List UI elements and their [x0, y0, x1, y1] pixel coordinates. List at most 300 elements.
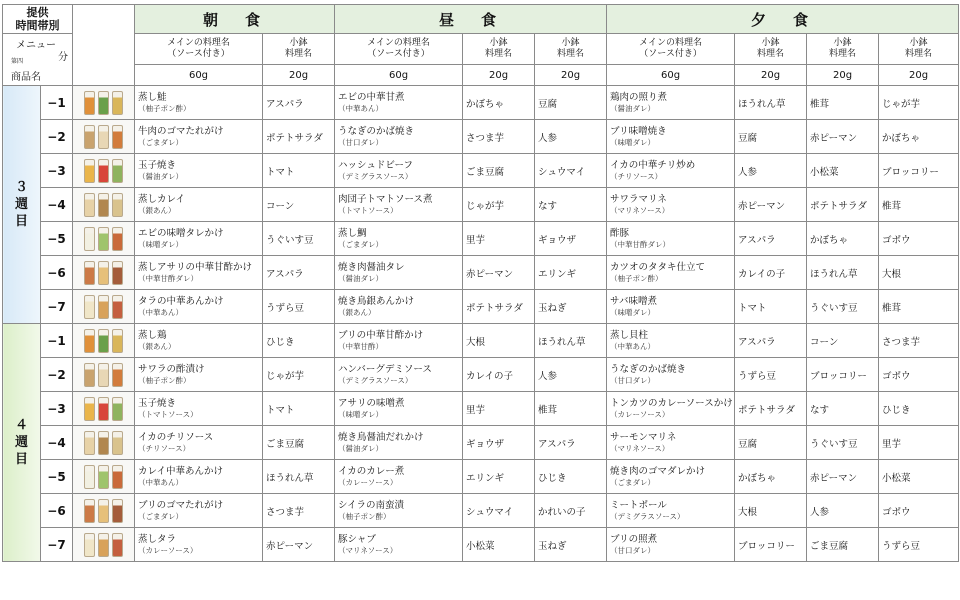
dinner-side-1: トマト	[735, 290, 807, 324]
breakfast-side: ポテトサラダ	[263, 120, 335, 154]
sauce-name: （味噌ダレ）	[610, 307, 656, 317]
product-photo	[73, 426, 135, 460]
lunch-side-1: シュウマイ	[463, 494, 535, 528]
lunch-side-2: アスパラ	[535, 426, 607, 460]
row-number: −6	[41, 256, 73, 290]
product-label: 商品名	[11, 72, 41, 83]
sauce-name: （ごまダレ）	[138, 511, 183, 521]
sauce-name: （ごまダレ）	[610, 477, 656, 487]
breakfast-main	[135, 528, 263, 562]
dish-name: 酢豚	[610, 227, 630, 239]
weight-side: 20g	[879, 65, 959, 86]
menu-product-corner	[3, 34, 73, 86]
dish-name: 蒸し鮭	[138, 91, 167, 103]
sauce-name: （醤油ダレ）	[138, 171, 183, 181]
food-cup-icon	[98, 329, 109, 353]
sauce-name: （柚子ポン酢）	[338, 511, 391, 521]
menu-row	[3, 256, 959, 290]
food-cup-icon	[98, 125, 109, 149]
breakfast-side: コーン	[263, 188, 335, 222]
dish-name: エビの味噌タレかけ	[138, 227, 224, 239]
row-number: −7	[41, 528, 73, 562]
dish-name: ミートボール	[610, 499, 667, 511]
food-cup-icon	[112, 499, 123, 523]
breakfast-side: ひじき	[263, 324, 335, 358]
dish-name: 焼き鳥銀あんかけ	[338, 295, 415, 307]
dish-name: シイラの南蛮漬	[338, 499, 405, 511]
sauce-name: （柚子ポン酢）	[610, 273, 663, 283]
dinner-side-2: うぐいす豆	[807, 290, 879, 324]
dinner-side-3: 小松菜	[879, 460, 959, 494]
sauce-name: （味噌ダレ）	[338, 409, 384, 419]
food-cup-icon	[98, 295, 109, 319]
lunch-side-1: 里芋	[463, 392, 535, 426]
dish-name: ブリ味噌焼き	[610, 125, 667, 137]
dish-name: サバ味噌煮	[610, 295, 657, 307]
dinner-side-2: ほうれん草	[807, 256, 879, 290]
food-cup-icon	[84, 397, 95, 421]
dinner-side-1: 赤ピーマン	[735, 188, 807, 222]
dish-name: 焼き肉のゴマダレかけ	[610, 465, 706, 477]
food-cup-icon	[98, 159, 109, 183]
food-cup-icon	[112, 125, 123, 149]
lunch-side-1: さつま芋	[463, 120, 535, 154]
sauce-name: （ごまダレ）	[138, 137, 183, 147]
dinner-side-1: 大根	[735, 494, 807, 528]
weight-main: 60g	[335, 65, 463, 86]
sauce-name: （柚子ポン酢）	[138, 375, 191, 385]
dinner-side-1: うずら豆	[735, 358, 807, 392]
sauce-name: （甘口ダレ）	[610, 545, 656, 555]
dinner-main	[607, 392, 735, 426]
dish-name: 鶏肉の照り煮	[610, 91, 668, 103]
small-label: 第四	[11, 58, 24, 65]
breakfast-main	[135, 392, 263, 426]
food-cup-icon	[112, 91, 123, 115]
weight-side: 20g	[735, 65, 807, 86]
menu-table	[2, 4, 959, 562]
sauce-name: （甘口ダレ）	[610, 375, 656, 385]
weight-side: 20g	[263, 65, 335, 86]
dinner-side-col-2: 小鉢 料理名	[807, 34, 879, 65]
dinner-side-2: 赤ピーマン	[807, 460, 879, 494]
dish-name: イカのチリソース	[138, 431, 214, 443]
week-label: ３ 週 目	[3, 86, 41, 324]
weight-side: 20g	[463, 65, 535, 86]
breakfast-main	[135, 120, 263, 154]
row-number: −5	[41, 222, 73, 256]
weight-main: 60g	[135, 65, 263, 86]
lunch-side-1: かぼちゃ	[463, 86, 535, 120]
photo-header-cell	[73, 5, 135, 86]
weight-side: 20g	[535, 65, 607, 86]
dish-name: 玉子焼き	[138, 397, 177, 409]
row-number: −4	[41, 188, 73, 222]
dish-name: カレイ中華あんかけ	[138, 465, 224, 477]
dish-name: 蒸しアサリの中華甘酢かけ	[138, 261, 253, 273]
week-label: ４ 週 目	[3, 324, 41, 562]
dish-name: カツオのタタキ仕立て	[610, 261, 706, 273]
dinner-side-2: ブロッコリー	[807, 358, 879, 392]
breakfast-side: さつま芋	[263, 494, 335, 528]
food-cup-icon	[112, 329, 123, 353]
sauce-name: （中華甘酢ダレ）	[610, 239, 671, 249]
row-number: −7	[41, 290, 73, 324]
menu-row	[3, 460, 959, 494]
menu-row	[3, 426, 959, 460]
lunch-side-col-1: 小鉢 料理名	[463, 34, 535, 65]
lunch-main	[335, 188, 463, 222]
breakfast-side: うぐいす豆	[263, 222, 335, 256]
menu-row	[3, 120, 959, 154]
menu-row	[3, 222, 959, 256]
food-cup-icon	[112, 397, 123, 421]
dish-name: 焼き肉醤油タレ	[338, 261, 405, 273]
sauce-name: （マリネソース）	[610, 205, 670, 215]
lunch-main	[335, 358, 463, 392]
lunch-main	[335, 222, 463, 256]
sauce-name: （チリソース）	[138, 443, 191, 453]
sauce-name: （カレーソース）	[610, 409, 670, 419]
lunch-side-2: 玉ねぎ	[535, 290, 607, 324]
dinner-side-2: ポテトサラダ	[807, 188, 879, 222]
food-cup-icon	[98, 465, 109, 489]
menu-row	[3, 358, 959, 392]
row-number: −2	[41, 358, 73, 392]
dish-name: うなぎのかば焼き	[610, 363, 687, 375]
breakfast-main	[135, 256, 263, 290]
breakfast-side: ほうれん草	[263, 460, 335, 494]
sauce-name: （中華甘酢ダレ）	[138, 273, 198, 283]
sauce-name: （醤油ダレ）	[338, 273, 384, 283]
lunch-main	[335, 290, 463, 324]
food-cup-icon	[84, 431, 95, 455]
dinner-main	[607, 154, 735, 188]
dish-name: うなぎのかば焼き	[338, 125, 415, 137]
time-slot-header: 提供 時間帯別	[3, 5, 73, 34]
dinner-side-2: 赤ピーマン	[807, 120, 879, 154]
menu-row	[3, 392, 959, 426]
dinner-main	[607, 358, 735, 392]
lunch-side-col-2: 小鉢 料理名	[535, 34, 607, 65]
weight-main: 60g	[607, 65, 735, 86]
dinner-side-2: うぐいす豆	[807, 426, 879, 460]
lunch-side-2: エリンギ	[535, 256, 607, 290]
lunch-main	[335, 494, 463, 528]
lunch-main	[335, 256, 463, 290]
food-cup-icon	[98, 193, 109, 217]
dinner-main	[607, 256, 735, 290]
food-cup-icon	[84, 159, 95, 183]
product-photo	[73, 528, 135, 562]
dinner-side-2: かぼちゃ	[807, 222, 879, 256]
dinner-side-3: ブロッコリー	[879, 154, 959, 188]
sauce-name: （マリネソース）	[610, 443, 670, 453]
food-cup-icon	[84, 193, 95, 217]
food-cup-icon	[112, 295, 123, 319]
breakfast-main	[135, 494, 263, 528]
lunch-main	[335, 392, 463, 426]
dish-name: ブリの照煮	[610, 533, 658, 545]
row-number: −3	[41, 392, 73, 426]
sauce-name: （中華あん）	[138, 307, 183, 317]
food-cup-icon	[84, 329, 95, 353]
dinner-main	[607, 460, 735, 494]
lunch-main	[335, 460, 463, 494]
food-cup-icon	[112, 533, 123, 557]
lunch-side-2: 椎茸	[535, 392, 607, 426]
dish-name: タラの中華あんかけ	[138, 295, 224, 307]
dish-name: トンカツのカレーソースかけ	[610, 397, 733, 409]
dish-name: 焼き鳥醤油だれかけ	[338, 431, 424, 443]
dish-name: 肉団子トマトソース煮	[338, 193, 433, 205]
breakfast-side: じゃが芋	[263, 358, 335, 392]
product-photo	[73, 392, 135, 426]
sauce-name: （デミグラスソース）	[338, 375, 413, 385]
breakfast-main	[135, 426, 263, 460]
sauce-name: （デミグラスソース）	[338, 171, 413, 181]
food-cup-icon	[98, 261, 109, 285]
dinner-side-1: 豆腐	[735, 120, 807, 154]
lunch-main	[335, 426, 463, 460]
dinner-side-3: ゴボウ	[879, 358, 959, 392]
dinner-main	[607, 494, 735, 528]
food-cup-icon	[98, 91, 109, 115]
sauce-name: （チリソース）	[610, 171, 663, 181]
food-cup-icon	[84, 261, 95, 285]
food-cup-icon	[98, 363, 109, 387]
lunch-side-2: シュウマイ	[535, 154, 607, 188]
food-cup-icon	[84, 465, 95, 489]
lunch-side-1: 大根	[463, 324, 535, 358]
food-cup-icon	[112, 227, 123, 251]
food-cup-icon	[84, 91, 95, 115]
dinner-side-3: ゴボウ	[879, 222, 959, 256]
lunch-header: 昼 食	[335, 5, 607, 34]
breakfast-side: アスパラ	[263, 256, 335, 290]
dish-name: 蒸し鯛	[338, 227, 367, 239]
menu-row	[3, 290, 959, 324]
dinner-side-3: 椎茸	[879, 188, 959, 222]
menu-row	[3, 324, 959, 358]
row-number: −5	[41, 460, 73, 494]
dinner-side-3: ひじき	[879, 392, 959, 426]
dish-name: サワラの酢漬け	[138, 363, 205, 375]
sauce-name: （カレーソース）	[338, 477, 398, 487]
sauce-name: （味噌ダレ）	[610, 137, 656, 147]
product-photo	[73, 86, 135, 120]
product-photo	[73, 188, 135, 222]
food-cup-icon	[84, 533, 95, 557]
breakfast-side: うずら豆	[263, 290, 335, 324]
dinner-side-2: 人参	[807, 494, 879, 528]
dinner-side-3: 里芋	[879, 426, 959, 460]
menu-body	[3, 86, 959, 562]
breakfast-main	[135, 154, 263, 188]
product-photo	[73, 290, 135, 324]
row-number: −4	[41, 426, 73, 460]
dish-name: 牛肉のゴマたれがけ	[138, 125, 224, 137]
dinner-side-3: かぼちゃ	[879, 120, 959, 154]
breakfast-main	[135, 324, 263, 358]
lunch-side-1: ポテトサラダ	[463, 290, 535, 324]
sauce-name: （柚子ポン酢）	[138, 103, 191, 113]
lunch-side-1: ごま豆腐	[463, 154, 535, 188]
breakfast-main	[135, 222, 263, 256]
sauce-name: （デミグラスソース）	[610, 511, 685, 521]
dinner-main-col: メインの料理名 （ソース付き）	[607, 34, 735, 65]
food-cup-icon	[98, 397, 109, 421]
dinner-main	[607, 324, 735, 358]
dinner-side-3: さつま芋	[879, 324, 959, 358]
lunch-main	[335, 86, 463, 120]
dish-name: アサリの味噌煮	[338, 397, 405, 409]
food-cup-icon	[84, 295, 95, 319]
lunch-side-2: 豆腐	[535, 86, 607, 120]
lunch-main	[335, 120, 463, 154]
weight-side: 20g	[807, 65, 879, 86]
sauce-name: （中華あん）	[338, 103, 384, 113]
menu-row	[3, 528, 959, 562]
menu-label: メニュー	[16, 40, 56, 51]
dinner-side-col-1: 小鉢 料理名	[735, 34, 807, 65]
sauce-name: （ごまダレ）	[338, 239, 384, 249]
food-cup-icon	[112, 261, 123, 285]
dinner-side-3: 椎茸	[879, 290, 959, 324]
lunch-side-2: 玉ねぎ	[535, 528, 607, 562]
lunch-side-1: 赤ピーマン	[463, 256, 535, 290]
row-number: −1	[41, 324, 73, 358]
menu-row	[3, 188, 959, 222]
product-photo	[73, 222, 135, 256]
sauce-name: （甘口ダレ）	[338, 137, 384, 147]
breakfast-side: トマト	[263, 392, 335, 426]
dinner-main	[607, 188, 735, 222]
dinner-side-3: ゴボウ	[879, 494, 959, 528]
sauce-name: （中華あん）	[610, 341, 656, 351]
menu-row	[3, 154, 959, 188]
food-cup-icon	[112, 363, 123, 387]
food-cup-icon	[84, 499, 95, 523]
breakfast-header: 朝 食	[135, 5, 335, 34]
dinner-side-1: ブロッコリー	[735, 528, 807, 562]
product-photo	[73, 154, 135, 188]
dish-name: 蒸しカレイ	[138, 193, 186, 205]
food-cup-icon	[98, 499, 109, 523]
dinner-main	[607, 528, 735, 562]
breakfast-main	[135, 290, 263, 324]
dinner-side-1: カレイの子	[735, 256, 807, 290]
menu-row	[3, 86, 959, 120]
lunch-side-1: 小松菜	[463, 528, 535, 562]
food-cup-icon	[112, 431, 123, 455]
food-cup-icon	[98, 227, 109, 251]
food-cup-icon	[112, 465, 123, 489]
lunch-side-1: ギョウザ	[463, 426, 535, 460]
food-cup-icon	[112, 193, 123, 217]
dinner-side-1: ポテトサラダ	[735, 392, 807, 426]
breakfast-side: ごま豆腐	[263, 426, 335, 460]
dinner-side-3: じゃが芋	[879, 86, 959, 120]
sauce-name: （銀あん）	[338, 307, 376, 317]
dinner-side-3: うずら豆	[879, 528, 959, 562]
dinner-side-1: ほうれん草	[735, 86, 807, 120]
lunch-side-1: 里芋	[463, 222, 535, 256]
lunch-side-1: じゃが芋	[463, 188, 535, 222]
menu-row	[3, 494, 959, 528]
dinner-side-2: コーン	[807, 324, 879, 358]
dish-name: サーモンマリネ	[610, 431, 677, 443]
dinner-side-3: 大根	[879, 256, 959, 290]
breakfast-side: アスパラ	[263, 86, 335, 120]
dish-name: 蒸しタラ	[138, 533, 177, 545]
row-number: −2	[41, 120, 73, 154]
dinner-main	[607, 222, 735, 256]
product-photo	[73, 120, 135, 154]
dinner-side-1: 人参	[735, 154, 807, 188]
food-cup-icon	[84, 363, 95, 387]
dinner-side-1: アスパラ	[735, 222, 807, 256]
dinner-header: 夕 食	[607, 5, 959, 34]
dish-name: イカのカレー煮	[338, 465, 405, 477]
dinner-main	[607, 426, 735, 460]
dish-name: ハッシュドビーフ	[338, 159, 413, 171]
product-photo	[73, 494, 135, 528]
row-number: −3	[41, 154, 73, 188]
dinner-side-1: アスパラ	[735, 324, 807, 358]
bun-label: 分	[58, 52, 68, 63]
sauce-name: （醤油ダレ）	[338, 443, 384, 453]
sauce-name: （トマトソース）	[338, 205, 398, 215]
sauce-name: （味噌ダレ）	[138, 239, 183, 249]
breakfast-side: 赤ピーマン	[263, 528, 335, 562]
dish-name: 豚シャブ	[338, 533, 376, 545]
product-photo	[73, 460, 135, 494]
sauce-name: （カレーソース）	[138, 545, 198, 555]
lunch-side-2: ギョウザ	[535, 222, 607, 256]
dish-name: サワラマリネ	[610, 193, 667, 205]
product-photo	[73, 358, 135, 392]
product-photo	[73, 256, 135, 290]
lunch-side-2: ひじき	[535, 460, 607, 494]
dish-name: エビの中華甘煮	[338, 91, 405, 103]
lunch-side-2: ほうれん草	[535, 324, 607, 358]
product-photo	[73, 324, 135, 358]
dinner-main	[607, 290, 735, 324]
dinner-main	[607, 86, 735, 120]
dinner-side-col-3: 小鉢 料理名	[879, 34, 959, 65]
dish-name: ブリのゴマたれがけ	[138, 499, 224, 511]
row-number: −6	[41, 494, 73, 528]
dinner-side-2: なす	[807, 392, 879, 426]
breakfast-main-col: メインの料理名 （ソース付き）	[135, 34, 263, 65]
dinner-side-1: 豆腐	[735, 426, 807, 460]
breakfast-main	[135, 86, 263, 120]
sauce-name: （醤油ダレ）	[610, 103, 656, 113]
dinner-side-1: かぼちゃ	[735, 460, 807, 494]
food-cup-icon	[84, 227, 95, 251]
lunch-side-2: なす	[535, 188, 607, 222]
dinner-side-2: 椎茸	[807, 86, 879, 120]
sauce-name: （中華甘酢）	[338, 341, 384, 351]
lunch-main	[335, 324, 463, 358]
lunch-side-1: カレイの子	[463, 358, 535, 392]
food-cup-icon	[84, 125, 95, 149]
sauce-name: （トマトソース）	[138, 409, 198, 419]
food-cup-icon	[98, 431, 109, 455]
breakfast-main	[135, 358, 263, 392]
dinner-main	[607, 120, 735, 154]
